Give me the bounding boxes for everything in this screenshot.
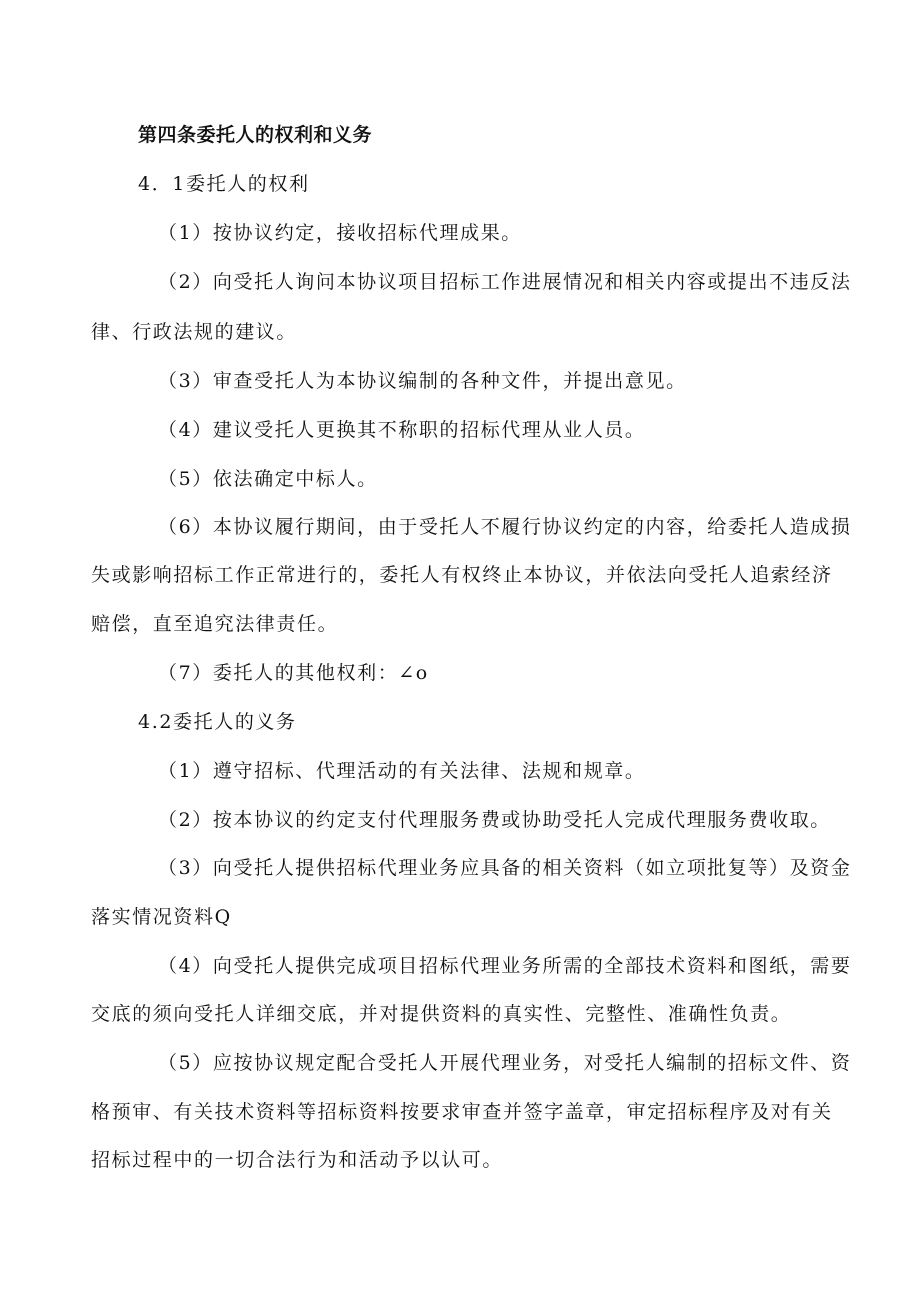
duties-item-5-line-3: 招标过程中的一切合法行为和活动予以认可。 [91, 1149, 504, 1171]
duties-item-5-line-2: 格预审、有关技术资料等招标资料按要求审查并签字盖章，审定招标程序及对有关 [91, 1101, 833, 1123]
duties-item-3-line-1: （3）向受托人提供招标代理业务应具备的相关资料（如立项批复等）及资金 [158, 857, 852, 879]
duties-item-4-line-2: 交底的须向受托人详细交底，并对提供资料的真实性、完整性、准确性负责。 [91, 1003, 792, 1025]
duties-item-4-line-1: （4）向受托人提供完成项目招标代理业务所需的全部技术资料和图纸，需要 [158, 955, 852, 977]
section-4-2-title: 4.2委托人的义务 [138, 711, 297, 733]
rights-item-6-line-3: 赔偿，直至追究法律责任。 [91, 613, 339, 635]
rights-item-2-line-1: （2）向受托人询问本协议项目招标工作进展情况和相关内容或提出不违反法 [158, 271, 852, 293]
duties-item-3-line-2: 落实情况资料Q [91, 906, 232, 928]
rights-item-7: （7）委托人的其他权利：∠o [158, 662, 429, 684]
duties-item-1: （1）遵守招标、代理活动的有关法律、法规和规章。 [158, 760, 646, 782]
rights-item-6-line-2: 失或影响招标工作正常进行的，委托人有权终止本协议，并依法向受托人追索经济 [91, 564, 833, 586]
rights-item-4: （4）建议受托人更换其不称职的招标代理从业人员。 [158, 419, 646, 441]
rights-item-1: （1）按协议约定，接收招标代理成果。 [158, 222, 522, 244]
article-heading: 第四条委托人的权利和义务 [138, 124, 373, 146]
section-4-1-title: 4．1委托人的权利 [138, 173, 310, 195]
rights-item-6-line-1: （6）本协议履行期间，由于受托人不履行协议约定的内容，给委托人造成损 [158, 516, 852, 538]
duties-item-5-line-1: （5）应按协议规定配合受托人开展代理业务，对受托人编制的招标文件、资 [158, 1052, 852, 1074]
rights-item-3: （3）审查受托人为本协议编制的各种文件，并提出意见。 [158, 370, 687, 392]
rights-item-5: （5）依法确定中标人。 [158, 468, 378, 490]
duties-item-2: （2）按本协议的约定支付代理服务费或协助受托人完成代理服务费收取。 [158, 809, 831, 831]
rights-item-2-line-2: 律、行政法规的建议。 [91, 321, 298, 343]
